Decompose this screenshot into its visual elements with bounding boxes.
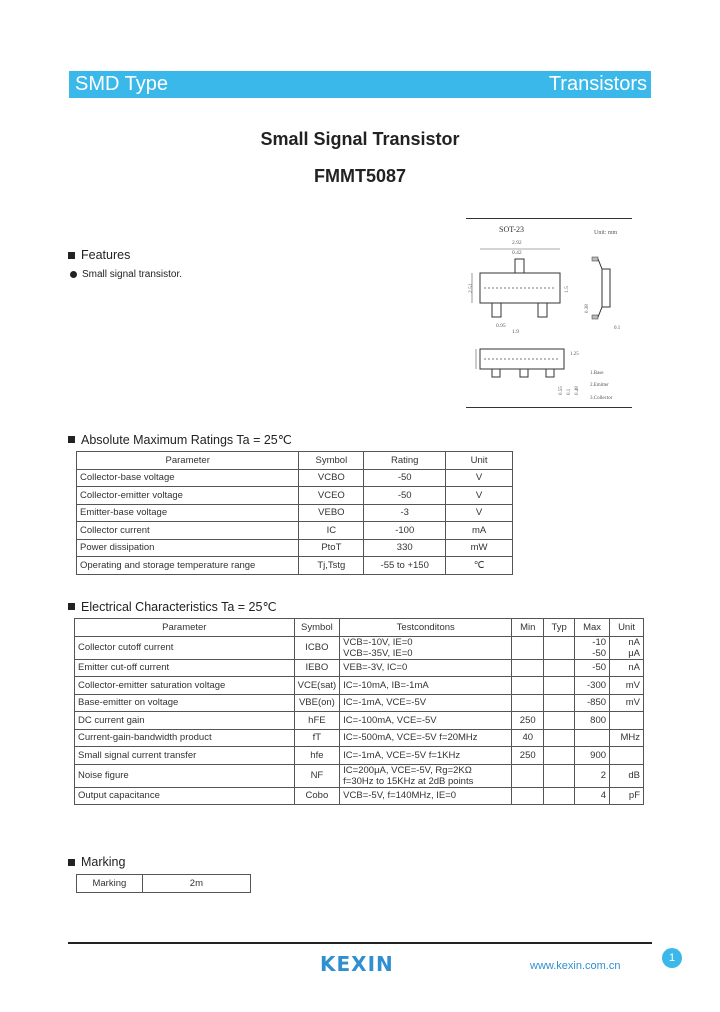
symbol-cell-line: ICBO: [305, 642, 329, 653]
abs-max-heading: Absolute Maximum Ratings Ta = 25℃: [68, 432, 292, 447]
dim-standoff: 0.1: [614, 326, 621, 331]
min-cell: [512, 764, 544, 787]
max-cell-line: -10: [592, 636, 607, 648]
dim-lead-thickness: 0.38: [585, 304, 590, 313]
min-cell: [512, 747, 544, 765]
dim-overall-width: 2.51: [468, 283, 474, 293]
feature-item: Small signal transistor.: [70, 269, 182, 280]
symbol-cell: VCEO: [299, 487, 364, 505]
unit-cell-line: nA: [628, 662, 640, 674]
dim-overall-length: 2.92: [512, 240, 522, 246]
kexin-logo: KEXIN: [320, 952, 394, 976]
dim-pin-span: 1.9: [512, 329, 519, 335]
header-category: Transistors: [548, 73, 647, 95]
marking-label: Marking: [77, 875, 143, 893]
min-cell-line: 250: [519, 749, 536, 761]
condition-cell-line: IC=-100mA, VCE=-5V: [343, 714, 437, 726]
symbol-cell-line: hFE: [308, 714, 326, 726]
min-cell: [512, 787, 544, 805]
param-cell: [75, 636, 295, 659]
unit-cell: [610, 694, 644, 712]
typ-cell: [544, 694, 575, 712]
unit-cell: V: [446, 504, 513, 522]
rating-cell: -100: [364, 522, 446, 540]
symbol-cell: [294, 694, 340, 712]
symbol-cell-line: NF: [310, 770, 324, 781]
condition-cell: [340, 659, 512, 677]
symbol-cell: [294, 764, 340, 787]
param-cell-line: Small signal current transfer: [78, 749, 197, 761]
table-row: [77, 557, 513, 575]
max-cell: [575, 729, 610, 747]
param-cell: Emitter-base voltage: [77, 504, 299, 522]
table-row: [77, 469, 513, 487]
unit-cell-line: MHz: [620, 732, 640, 744]
symbol-cell-line: VBE(on): [298, 697, 335, 709]
header-cell: Symbol: [299, 452, 364, 470]
param-cell: [75, 659, 295, 677]
param-cell: Collector-emitter voltage: [77, 487, 299, 505]
max-cell-line: 800: [590, 714, 607, 726]
symbol-cell-line: fT: [312, 732, 322, 744]
dim-foot-length: 0.1: [567, 388, 572, 395]
unit-cell: V: [446, 487, 513, 505]
footer-divider: [68, 942, 652, 944]
dim-body-width: 1.5: [564, 286, 570, 293]
unit-cell: [610, 712, 644, 730]
pin-label-base: 1.Base: [590, 371, 604, 376]
max-cell: [575, 636, 610, 659]
max-cell: [575, 764, 610, 787]
max-cell-line: -50: [592, 647, 607, 659]
table-row: [77, 539, 513, 557]
max-cell: [575, 659, 610, 677]
condition-cell-line: IC=-1mA, VCE=-5V: [343, 697, 427, 709]
unit-cell: ℃: [446, 557, 513, 575]
dim-foot-thickness: 0.48: [575, 386, 580, 395]
typ-cell: [544, 712, 575, 730]
param-cell-line: Output capacitance: [78, 790, 160, 802]
symbol-cell: [294, 636, 340, 659]
dim-pin-width: 0.42: [512, 250, 522, 256]
param-cell: [75, 764, 295, 787]
pin-label-collector: 3.Collector: [590, 396, 613, 401]
pin-bottom-right: [538, 303, 547, 317]
header-cell: Unit: [446, 452, 513, 470]
param-cell: [75, 747, 295, 765]
rating-cell: -50: [364, 469, 446, 487]
unit-cell-line: mV: [625, 697, 640, 709]
unit-cell: mA: [446, 522, 513, 540]
unit-cell-line: μA: [628, 647, 640, 659]
table-header-row: [77, 452, 513, 470]
rating-cell: -50: [364, 487, 446, 505]
condition-cell-line: IC=-500mA, VCE=-5V f=20MHz: [343, 732, 478, 744]
typ-cell: [544, 729, 575, 747]
table-row: [75, 729, 644, 747]
rating-cell: 330: [364, 539, 446, 557]
dim-pin-pitch: 0.95: [496, 323, 506, 329]
package-unit: Unit: mm: [594, 230, 618, 236]
round-bullet-icon: [70, 271, 77, 278]
unit-cell: [610, 677, 644, 695]
max-cell-line: 900: [590, 749, 607, 761]
package-drawing: [466, 218, 632, 408]
table-row: [75, 764, 644, 787]
unit-cell: [610, 747, 644, 765]
unit-cell-line: pF: [628, 790, 640, 802]
typ-cell: [544, 677, 575, 695]
condition-cell-line: IC=-1mA, VCE=-5V f=1KHz: [343, 749, 461, 761]
rating-cell: -3: [364, 504, 446, 522]
header-cell: Testconditons: [340, 619, 512, 637]
param-cell-line: Collector-emitter saturation voltage: [78, 679, 226, 691]
condition-cell: [340, 787, 512, 805]
symbol-cell: [294, 729, 340, 747]
condition-cell: [340, 712, 512, 730]
header-cell: Typ: [544, 619, 575, 637]
symbol-cell: [294, 787, 340, 805]
symbol-cell: IC: [299, 522, 364, 540]
rating-cell: -55 to +150: [364, 557, 446, 575]
condition-cell-line: f=30Hz to 15KHz at 2dB points: [343, 775, 474, 787]
symbol-cell: PtoT: [299, 539, 364, 557]
min-cell: [512, 636, 544, 659]
max-cell-line: 2: [600, 770, 607, 781]
side-view-profile: [592, 259, 602, 317]
unit-cell: [610, 787, 644, 805]
unit-cell-line: mV: [625, 679, 640, 691]
min-cell-line: 250: [519, 714, 536, 726]
unit-cell: V: [446, 469, 513, 487]
condition-cell: [340, 729, 512, 747]
condition-cell-line: VCB=-5V, f=140MHz, IE=0: [343, 790, 457, 802]
condition-cell-line: VCB=-10V, IE=0: [343, 636, 413, 648]
square-bullet-icon: [68, 436, 75, 443]
table-row: [75, 636, 644, 659]
unit-cell: [610, 729, 644, 747]
table-row: [77, 875, 251, 893]
header-cell: Symbol: [294, 619, 340, 637]
table-header-row: [75, 619, 644, 637]
max-cell-line: -300: [587, 679, 607, 691]
symbol-cell-line: hfe: [310, 749, 324, 761]
param-cell: [75, 787, 295, 805]
max-cell: [575, 712, 610, 730]
param-cell: Collector-base voltage: [77, 469, 299, 487]
header-cell: Parameter: [75, 619, 295, 637]
unit-cell-line: dB: [628, 770, 640, 781]
marking-heading: Marking: [68, 855, 125, 869]
min-cell-line: 40: [522, 732, 534, 744]
min-cell: [512, 677, 544, 695]
unit-cell: [610, 764, 644, 787]
param-cell-line: Collector cutoff current: [78, 642, 174, 653]
elec-table: [74, 618, 644, 805]
square-bullet-icon: [68, 859, 75, 866]
param-cell-line: Base-emitter on voltage: [78, 697, 179, 709]
max-cell: [575, 787, 610, 805]
param-cell: Collector current: [77, 522, 299, 540]
page-title: Small Signal Transistor: [260, 129, 460, 149]
marking-table: [76, 874, 251, 893]
features-heading: Features: [68, 248, 130, 262]
condition-cell: [340, 636, 512, 659]
max-cell-line: -850: [587, 697, 607, 709]
condition-cell: [340, 694, 512, 712]
table-row: [75, 787, 644, 805]
unit-cell: [610, 636, 644, 659]
part-number: FMMT5087: [313, 166, 407, 186]
param-cell-line: Emitter cut-off current: [78, 662, 170, 674]
table-row: [77, 504, 513, 522]
marking-value: 2m: [142, 875, 250, 893]
pin-label-emitter: 2.Emitter: [590, 383, 609, 388]
header-cell: Max: [575, 619, 610, 637]
header-cell: Rating: [364, 452, 446, 470]
unit-cell-line: nA: [628, 636, 640, 648]
max-cell-line: 4: [600, 790, 607, 802]
condition-cell-line: VCB=-35V, IE=0: [343, 647, 413, 659]
symbol-cell: [294, 659, 340, 677]
param-cell-line: Current-gain-bandwidth product: [78, 732, 212, 744]
typ-cell: [544, 636, 575, 659]
condition-cell-line: IC=-10mA, IB=-1mA: [343, 679, 429, 691]
symbol-cell: [294, 712, 340, 730]
min-cell: [512, 729, 544, 747]
elec-heading: Electrical Characteristics Ta = 25℃: [68, 599, 276, 614]
min-cell: [512, 694, 544, 712]
max-cell: [575, 677, 610, 695]
condition-cell-line: IC=200μA, VCE=-5V, Rg=2KΩ: [343, 764, 472, 776]
condition-cell: [340, 677, 512, 695]
table-row: [75, 694, 644, 712]
typ-cell: [544, 747, 575, 765]
max-cell: [575, 694, 610, 712]
min-cell: [512, 712, 544, 730]
symbol-cell-line: IEBO: [305, 662, 329, 674]
param-cell: [75, 677, 295, 695]
unit-cell: [610, 659, 644, 677]
table-row: [75, 659, 644, 677]
param-cell: Operating and storage temperature range: [77, 557, 299, 575]
condition-cell-line: VEB=-3V, IC=0: [343, 662, 408, 674]
abs-max-table: [76, 451, 513, 575]
header-type: SMD Type: [75, 73, 168, 95]
symbol-cell-line: Cobo: [305, 790, 329, 802]
param-cell: [75, 729, 295, 747]
param-cell-line: DC current gain: [78, 714, 145, 726]
param-cell: [75, 694, 295, 712]
footer-url[interactable]: www.kexin.com.cn: [530, 960, 621, 972]
condition-cell: [340, 747, 512, 765]
max-cell-line: -50: [592, 662, 607, 674]
min-cell: [512, 659, 544, 677]
pin-bottom-left: [492, 303, 501, 317]
table-row: [75, 712, 644, 730]
header-cell: Parameter: [77, 452, 299, 470]
header-cell: Unit: [610, 619, 644, 637]
square-bullet-icon: [68, 252, 75, 259]
param-cell: [75, 712, 295, 730]
unit-cell: mW: [446, 539, 513, 557]
symbol-cell: [294, 747, 340, 765]
max-cell: [575, 747, 610, 765]
symbol-cell: VCBO: [299, 469, 364, 487]
symbol-cell: Tj,Tstg: [299, 557, 364, 575]
condition-cell: [340, 764, 512, 787]
table-row: [75, 747, 644, 765]
table-row: [77, 487, 513, 505]
pin-top: [515, 259, 524, 273]
dim-front-width: 1.25: [570, 352, 579, 357]
typ-cell: [544, 659, 575, 677]
table-row: [77, 522, 513, 540]
symbol-cell: VEBO: [299, 504, 364, 522]
table-row: [75, 677, 644, 695]
param-cell: Power dissipation: [77, 539, 299, 557]
typ-cell: [544, 764, 575, 787]
page-number-badge: 1: [662, 948, 682, 968]
package-name: SOT-23: [499, 225, 525, 234]
param-cell-line: Noise figure: [78, 770, 129, 781]
dim-body-height: 0.55: [559, 386, 564, 395]
typ-cell: [544, 787, 575, 805]
header-bar: [69, 71, 651, 98]
square-bullet-icon: [68, 603, 75, 610]
symbol-cell: [294, 677, 340, 695]
symbol-cell-line: VCE(sat): [297, 679, 337, 691]
header-cell: Min: [512, 619, 544, 637]
